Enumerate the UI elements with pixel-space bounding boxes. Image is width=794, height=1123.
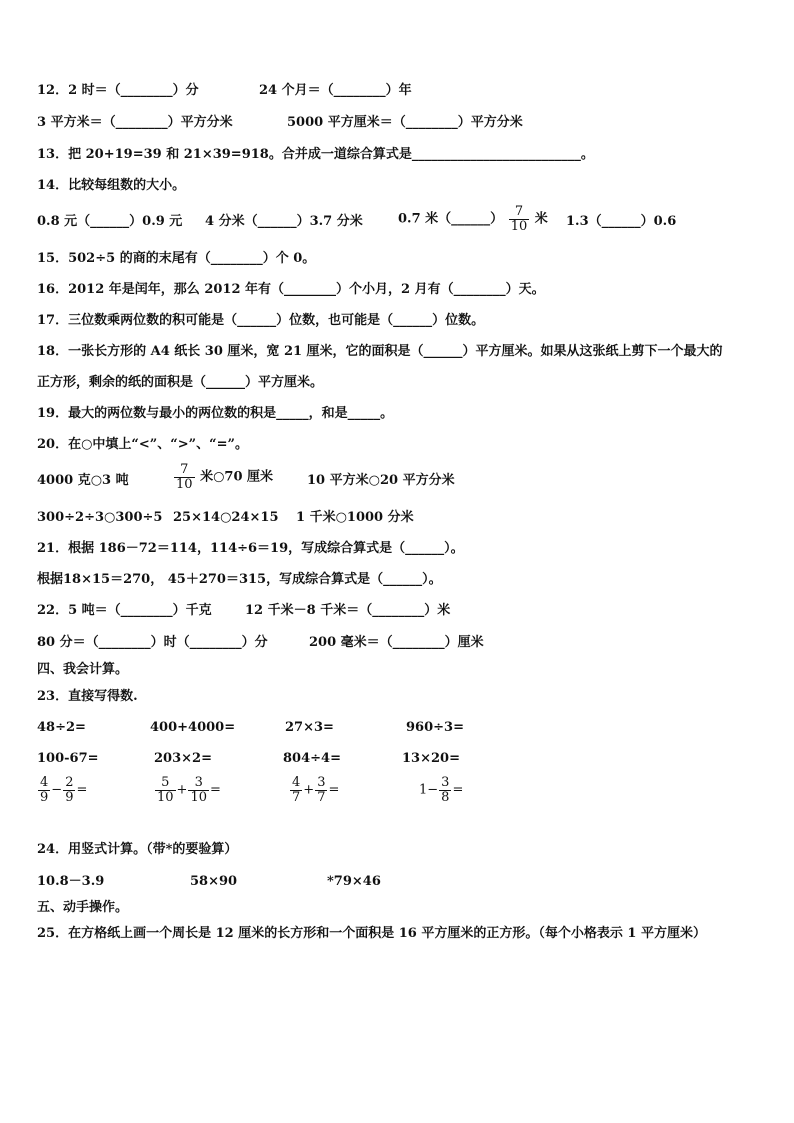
q14-item-d: 1.3（______）0.6 bbox=[566, 214, 677, 229]
q15-text: 15．502÷5 的商的末尾有（________）个 0。 bbox=[37, 251, 316, 266]
fraction-denominator: 10 bbox=[176, 477, 193, 492]
fraction-numerator: 4 bbox=[292, 775, 301, 790]
equals-sign: = bbox=[76, 782, 88, 798]
q12-sqm-to-sqdm: 3 平方米＝（________）平方分米 bbox=[37, 115, 233, 130]
q14-item-a: 0.8 元（______）0.9 元 bbox=[37, 214, 183, 229]
q25-text: 25．在方格纸上画一个周长是 12 厘米的长方形和一个面积是 16 平方厘米的正方形。（每个小格表示 1 平方厘米） bbox=[37, 926, 706, 941]
equals-sign: = bbox=[452, 782, 464, 798]
q12-sqcm-to-sqdm: 5000 平方厘米＝（________）平方分米 bbox=[287, 115, 523, 130]
fraction bbox=[155, 776, 176, 805]
equals-sign: = bbox=[210, 782, 221, 798]
q23-r3-expr-2 bbox=[154, 776, 221, 805]
q20-r2-a: 300÷2÷3○300÷5 bbox=[37, 510, 163, 525]
operator: + bbox=[303, 782, 315, 798]
q14-item-c-post: 米 bbox=[534, 211, 548, 227]
q14-title: 14．比较每组数的大小。 bbox=[37, 178, 186, 193]
fraction-numerator: 2 bbox=[65, 775, 74, 790]
q23-r1-item: 400+4000= bbox=[150, 720, 236, 735]
q23-r1-item: 960÷3= bbox=[406, 720, 464, 735]
q20-r1-b-fraction bbox=[174, 463, 195, 492]
fraction-numerator: 3 bbox=[194, 775, 203, 790]
fraction bbox=[188, 776, 209, 805]
q19-text: 19．最大的两位数与最小的两位数的积是_____，和是_____。 bbox=[37, 406, 394, 421]
q23-r2-item: 804÷4= bbox=[283, 751, 341, 766]
q17-text: 17．三位数乘两位数的积可能是（______）位数，也可能是（______）位数。 bbox=[37, 313, 485, 328]
q22-mm-to-cm: 200 毫米＝（________）厘米 bbox=[309, 635, 484, 650]
q20-r1-c: 10 平方米○20 平方分米 bbox=[307, 473, 455, 488]
fraction-numerator: 3 bbox=[441, 775, 450, 790]
q16-text: 16．2012 年是闰年，那么 2012 年有（________）个小月，2 月有（________）天。 bbox=[37, 282, 545, 297]
q22-km-to-m: 12 千米－8 千米＝（________）米 bbox=[245, 603, 451, 618]
q21-line1: 21．根据 186－72＝114，114÷6＝19，写成综合算式是（______）。 bbox=[37, 541, 464, 556]
operator: + bbox=[176, 782, 188, 798]
q14-item-c bbox=[398, 205, 548, 234]
q20-r1-b-post: 米○70 厘米 bbox=[200, 469, 274, 485]
fraction-denominator: 9 bbox=[65, 790, 74, 805]
q18-line1: 18．一张长方形的 A4 纸长 30 厘米，宽 21 厘米，它的面积是（______）平方厘米。如果从这张纸上剪下一个最大的 bbox=[37, 344, 723, 359]
q24-item: 58×90 bbox=[190, 874, 238, 889]
fraction bbox=[63, 776, 75, 805]
q23-r3-expr-4 bbox=[419, 776, 463, 805]
fraction-denominator: 10 bbox=[190, 790, 207, 805]
q14-item-c-pre: 0.7 米（______） bbox=[398, 211, 504, 227]
q23-r3-expr-1 bbox=[37, 776, 87, 805]
q12-months-to-years: 24 个月＝（________）年 bbox=[259, 83, 412, 98]
q24-title: 24．用竖式计算。（带*的要验算） bbox=[37, 842, 238, 857]
fraction-denominator: 10 bbox=[510, 219, 528, 234]
fraction-numerator: 7 bbox=[180, 462, 189, 477]
fraction-numerator: 3 bbox=[317, 775, 326, 790]
q23-r2-item: 13×20= bbox=[402, 751, 460, 766]
q24-item: *79×46 bbox=[327, 874, 381, 889]
q23-r1-item: 48÷2= bbox=[37, 720, 86, 735]
q23-r3-expr-3 bbox=[289, 776, 339, 805]
q12-hours-to-minutes: 12．2 时＝（________）分 bbox=[37, 83, 199, 98]
fraction bbox=[38, 776, 50, 805]
fraction-numerator: 7 bbox=[514, 204, 524, 219]
fraction-denominator: 8 bbox=[441, 790, 450, 805]
q20-r1-a: 4000 克○3 吨 bbox=[37, 473, 129, 488]
q14-item-b: 4 分米（______）3.7 分米 bbox=[205, 214, 363, 229]
q23-title: 23．直接写得数. bbox=[37, 689, 138, 704]
q23-r2-item: 203×2= bbox=[154, 751, 212, 766]
fraction-denominator: 10 bbox=[157, 790, 174, 805]
q21-line2: 根据18×15＝270， 45＋270＝315，写成综合算式是（______）。 bbox=[37, 572, 442, 587]
operator: 1− bbox=[419, 782, 439, 798]
fraction-numerator: 5 bbox=[161, 775, 170, 790]
q13-text: 13．把 20+19=39 和 21×39=918。合并成一道综合算式是__________________________。 bbox=[37, 147, 594, 162]
section5-title: 五、动手操作。 bbox=[37, 900, 129, 915]
q22-minutes-to-hours: 80 分＝（________）时（________）分 bbox=[37, 635, 268, 650]
q22-tons-to-kg: 22．5 吨＝（________）千克 bbox=[37, 603, 212, 618]
q20-r2-c: 1 千米○1000 分米 bbox=[296, 510, 414, 525]
fraction bbox=[290, 776, 302, 805]
fraction bbox=[439, 776, 451, 805]
fraction bbox=[315, 776, 327, 805]
fraction-denominator: 7 bbox=[292, 790, 301, 805]
q18-line2: 正方形，剩余的纸的面积是（______）平方厘米。 bbox=[37, 375, 324, 390]
operator: − bbox=[51, 782, 63, 798]
q24-item: 10.8－3.9 bbox=[37, 874, 105, 889]
equals-sign: = bbox=[328, 782, 340, 798]
fraction-numerator: 4 bbox=[40, 775, 49, 790]
fraction-denominator: 7 bbox=[317, 790, 326, 805]
q23-r2-item: 100-67= bbox=[37, 751, 99, 766]
fraction-denominator: 9 bbox=[40, 790, 49, 805]
q20-r1-b bbox=[173, 463, 273, 492]
q20-r2-b: 25×14○24×15 bbox=[173, 510, 279, 525]
q23-r1-item: 27×3= bbox=[285, 720, 334, 735]
q20-title: 20．在○中填上“<”、“>”、“=”。 bbox=[37, 437, 248, 452]
section4-title: 四、我会计算。 bbox=[37, 662, 129, 677]
q14-item-c-fraction bbox=[509, 205, 530, 234]
